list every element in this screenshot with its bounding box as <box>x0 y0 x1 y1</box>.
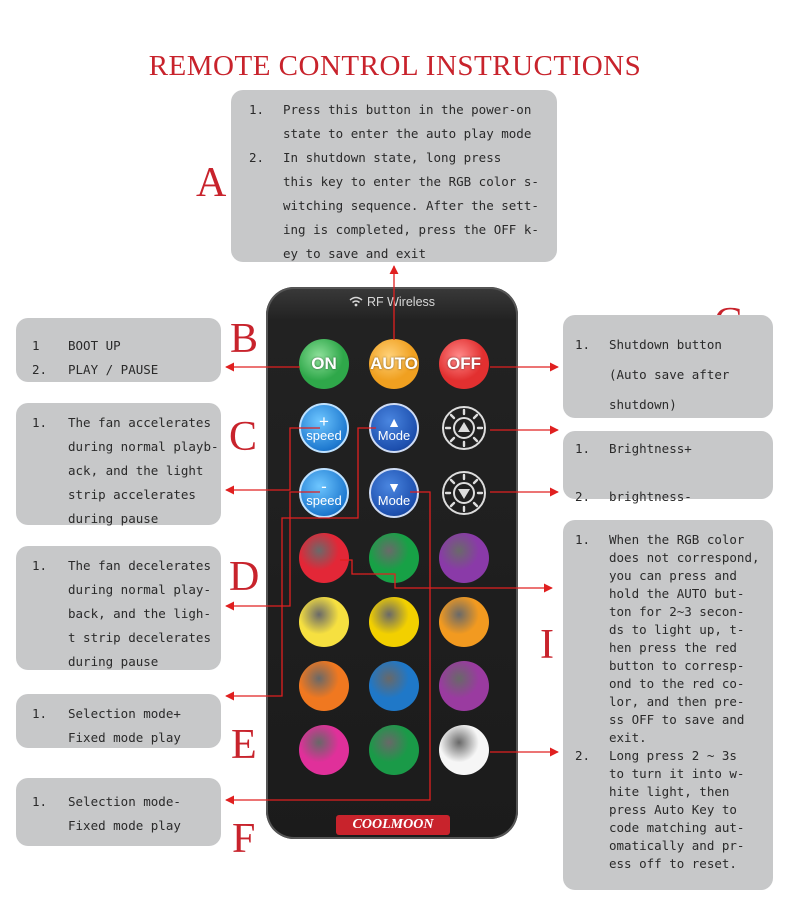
instruction-line: during normal play- <box>68 582 211 597</box>
instruction-line: Long press 2 ~ 3s <box>609 748 737 763</box>
item-number: 1. <box>32 558 48 573</box>
instruction-line: Selection mode- <box>68 794 181 809</box>
instruction-line: hen press the red <box>609 640 737 655</box>
item-number: 1. <box>32 794 48 809</box>
item-number: 2. <box>32 362 48 377</box>
instruction-line: Fixed mode play <box>68 818 181 833</box>
instruction-line: omatically and pr- <box>609 838 745 853</box>
item-number: 1. <box>249 102 265 117</box>
instruction-line: ton for 2~3 secon- <box>609 604 745 619</box>
instruction-line: The fan decelerates <box>68 558 211 573</box>
instruction-line: witching sequence. After the sett- <box>283 198 539 213</box>
label-a: A <box>196 160 227 206</box>
label-f: F <box>232 816 256 862</box>
instruction-line: exit. <box>609 730 647 745</box>
instruction-line: hite light, then <box>609 784 730 799</box>
instruction-line: In shutdown state, long press <box>283 150 502 165</box>
item-number: 2. <box>249 150 265 165</box>
instruction-line: brightness- <box>609 489 692 504</box>
instruction-line: press Auto Key to <box>609 802 737 817</box>
instruction-line: Fixed mode play <box>68 730 181 745</box>
label-e: E <box>231 722 257 768</box>
item-number: 1. <box>575 337 591 352</box>
instruction-line: during normal playb- <box>68 439 219 454</box>
speed-down-label: speed <box>306 493 342 509</box>
instruction-line: you can press and <box>609 568 737 583</box>
label-c: C <box>229 414 258 460</box>
connector-d <box>226 492 320 606</box>
minus-icon: - <box>321 476 327 496</box>
triangle-up-icon: ▲ <box>387 413 401 430</box>
item-number: 2. <box>575 489 591 504</box>
instruction-line: ing is completed, press the OFF k- <box>283 222 539 237</box>
instruction-line: does not correspond, <box>609 550 760 565</box>
instruction-line: (Auto save after <box>609 367 730 382</box>
instruction-line: Shutdown button <box>609 337 722 352</box>
label-d: D <box>229 554 260 600</box>
off-button-label: OFF <box>447 354 481 373</box>
instruction-line: hold the AUTO but- <box>609 586 745 601</box>
connector-e <box>226 428 376 696</box>
instruction-line: ack, and the light <box>68 463 204 478</box>
label-b: B <box>230 316 259 362</box>
instruction-line: t strip decelerates <box>68 630 211 645</box>
instruction-line: state to enter the auto play mode <box>283 126 532 141</box>
instruction-line: back, and the ligh- <box>68 606 211 621</box>
instruction-line: ess off to reset. <box>609 856 737 871</box>
instruction-line: during pause <box>68 511 159 526</box>
item-number: 1. <box>575 532 591 547</box>
instruction-line: ss OFF to save and <box>609 712 745 727</box>
item-number: 1 <box>32 338 40 353</box>
on-button-label: ON <box>311 354 337 373</box>
instruction-line: Press this button in the power-on <box>283 102 532 117</box>
instruction-line: during pause <box>68 654 159 669</box>
instruction-line: ey to save and exit <box>283 246 426 261</box>
instruction-line: ond to the red co- <box>609 676 745 691</box>
instruction-line: strip accelerates <box>68 487 196 502</box>
instruction-line: button to corresp- <box>609 658 745 673</box>
item-number: 2. <box>575 748 591 763</box>
instruction-line: shutdown) <box>609 397 677 412</box>
connector-f <box>226 492 430 800</box>
mode-down-label: Mode <box>377 492 411 508</box>
instruction-line: BOOT UP <box>68 338 121 353</box>
instruction-line: lor, and then pre- <box>609 694 745 709</box>
item-number: 1. <box>32 706 48 721</box>
page-title: REMOTE CONTROL INSTRUCTIONS <box>148 50 642 82</box>
instruction-line: this key to enter the RGB color s- <box>283 174 539 189</box>
instruction-line: to turn it into w- <box>609 766 745 781</box>
item-number: 1. <box>32 415 48 430</box>
instruction-line: Selection mode+ <box>68 706 181 721</box>
mode-up-label: Mode <box>377 427 411 443</box>
connector-i1 <box>340 560 552 588</box>
auto-button-label: AUTO <box>370 354 418 373</box>
rf-wireless-label: RF Wireless <box>366 295 436 309</box>
triangle-down-icon: ▼ <box>387 478 401 495</box>
instruction-line: The fan accelerates <box>68 415 211 430</box>
instruction-line: When the RGB color <box>609 532 745 547</box>
instruction-line: ds to light up, t- <box>609 622 745 637</box>
speed-up-label: speed <box>306 428 342 444</box>
plus-icon: + <box>319 411 329 431</box>
instruction-line: Brightness+ <box>609 441 692 456</box>
connector-c <box>226 428 320 490</box>
coolmoon-logo: COOLMOON <box>336 815 450 835</box>
instruction-line: code matching aut- <box>609 820 745 835</box>
instruction-line: PLAY / PAUSE <box>68 362 159 377</box>
item-number: 1. <box>575 441 591 456</box>
label-i: I <box>540 622 554 668</box>
